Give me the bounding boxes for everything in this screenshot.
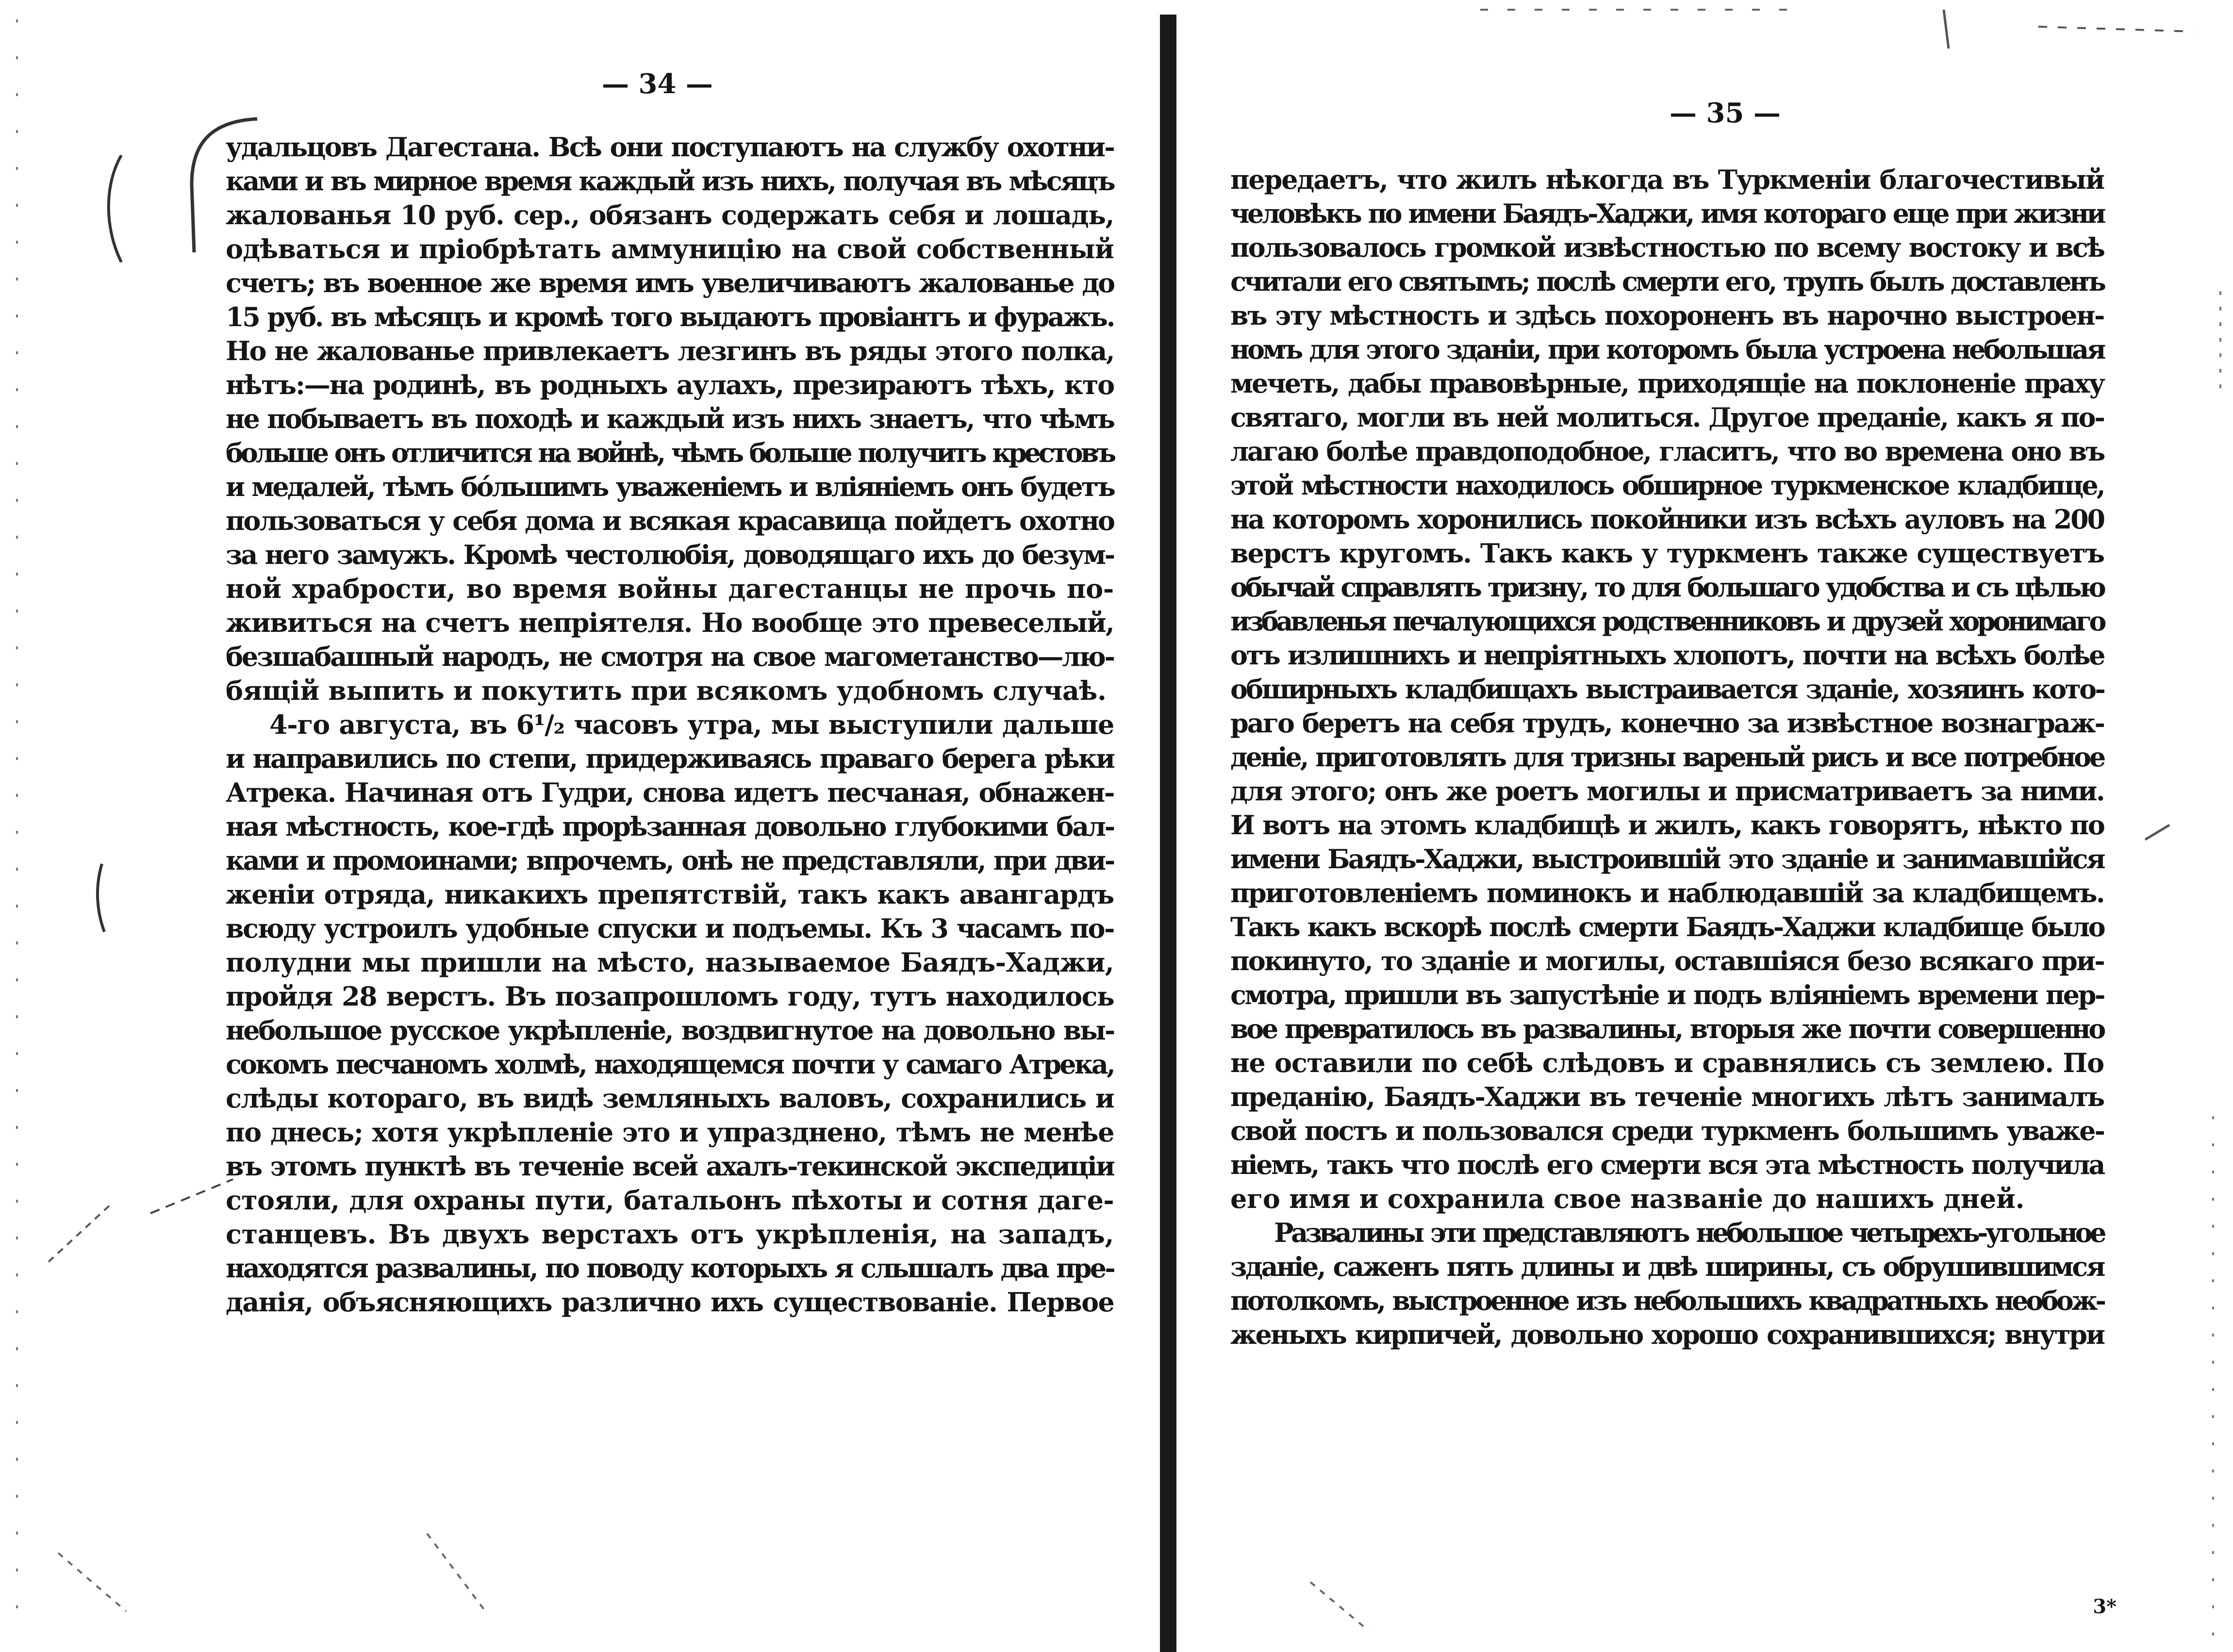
text-line: обычай справлять тризну, то для большаго удобства и съ цѣлью xyxy=(1230,572,2104,603)
text-line: находятся развалины, по поводу которыхъ я слышалъ два пре- xyxy=(226,1253,1114,1284)
text-line: женіи отряда, никакихъ препятствій, такъ какъ авангардъ xyxy=(226,879,1114,910)
text-line: и направились по степи, придерживаясь праваго берега рѣки xyxy=(226,743,1114,774)
text-line: его имя и сохранила свое названіе до нашихъ дней. xyxy=(1230,1183,2025,1214)
text-line: святаго, могли въ ней молиться. Другое преданіе, какъ я по- xyxy=(1230,402,2104,433)
text-line: потолкомъ, выстроенное изъ небольшихъ квадратныхъ необож- xyxy=(1230,1285,2104,1316)
text-line: женыхъ кирпичей, довольно хорошо сохранившихся; внутри xyxy=(1230,1319,2104,1350)
text-line: преданію, Баядъ-Хаджи въ теченіе многихъ лѣтъ занималъ xyxy=(1230,1081,2104,1112)
text-line: больше онъ отличится на войнѣ, чѣмъ больше получитъ крестовъ xyxy=(226,437,1114,468)
text-line: и медалей, тѣмъ бóльшимъ уваженіемъ и вліяніемъ онъ будетъ xyxy=(226,471,1114,502)
text-line: верстъ кругомъ. Такъ какъ у туркменъ также существуетъ xyxy=(1230,538,2104,569)
text-line: не оставили по себѣ слѣдовъ и сравнялись съ землею. По xyxy=(1230,1047,2104,1078)
text-line: 4-го августа, въ 6¹/₂ часовъ утра, мы выступили дальше xyxy=(269,709,1114,740)
text-line: ками и промоинами; впрочемъ, онѣ не представляли, при дви- xyxy=(226,845,1114,876)
text-line: слѣды котораго, въ видѣ земляныхъ валовъ, сохранились и xyxy=(226,1083,1114,1114)
text-line: пользовалось громкой извѣстностью по всему востоку и всѣ xyxy=(1230,232,2104,263)
text-line: для этого; онъ же роетъ могилы и присматриваетъ за ними. xyxy=(1230,776,2104,807)
text-line: данія, объясняющихъ различно ихъ существованіе. Первое xyxy=(226,1287,1114,1318)
text-line: небольшое русское укрѣпленіе, воздвигнутое на довольно вы- xyxy=(226,1015,1114,1046)
text-line: живиться на счетъ непріятеля. Но вообще это превеселый, xyxy=(226,607,1114,638)
page-number-right: — 35 — xyxy=(1670,97,1781,129)
text-line: деніе, приготовлять для тризны вареный рисъ и все потребное xyxy=(1230,742,2104,773)
text-line: свой постъ и пользовался среди туркменъ большимъ уваже- xyxy=(1230,1115,2104,1146)
signature-mark: 3* xyxy=(2093,1595,2117,1618)
text-line: считали его святымъ; послѣ смерти его, трупъ былъ доставленъ xyxy=(1230,266,2104,297)
text-line: Но не жалованье привлекаетъ лезгинъ въ ряды этого полка, xyxy=(226,335,1114,366)
text-line: приготовленіемъ поминокъ и наблюдавшій за кладбищемъ. xyxy=(1230,877,2104,909)
book-spine xyxy=(1160,15,1176,1652)
text-line: въ эту мѣстность и здѣсь похороненъ въ нарочно выстроен- xyxy=(1230,300,2104,331)
text-line: по днесь; хотя укрѣпленіе это и упразднено, тѣмъ не менѣе xyxy=(226,1117,1114,1148)
text-line: имени Баядъ-Хаджи, выстроившій это зданіе и занимавшійся xyxy=(1230,843,2104,875)
text-line: мечеть, дабы правовѣрные, приходящіе на поклоненіе праху xyxy=(1230,368,2104,399)
text-line: ной храбрости, во время войны дагестанцы не прочь по- xyxy=(226,573,1114,604)
text-line: человѣкъ по имени Баядъ-Хаджи, имя котораго еще при жизни xyxy=(1230,198,2104,229)
text-line: пройдя 28 верстъ. Въ позапрошломъ году, тутъ находилось xyxy=(226,981,1114,1012)
text-line: въ этомъ пунктѣ въ теченіе всей ахалъ-текинской экспедиціи xyxy=(226,1151,1114,1182)
text-line: бящій выпить и покутить при всякомъ удобномъ случаѣ. xyxy=(226,675,1107,706)
text-line: Атрека. Начиная отъ Гудри, снова идетъ песчаная, обнажен- xyxy=(226,777,1114,808)
text-line: И вотъ на этомъ кладбищѣ и жилъ, какъ говорятъ, нѣкто по xyxy=(1230,809,2104,841)
text-line: всюду устроилъ удобные спуски и подъемы. Къ 3 часамъ по- xyxy=(226,913,1114,944)
text-line: отъ излишнихъ и непріятныхъ хлопотъ, почти на всѣхъ болѣе xyxy=(1230,640,2104,671)
text-line: жалованья 10 руб. сер., обязанъ содержать себя и лошадь, xyxy=(226,199,1114,231)
text-line: номъ для этого зданіи, при которомъ была устроена небольшая xyxy=(1230,334,2104,365)
text-line: ная мѣстность, кое-гдѣ прорѣзанная довольно глубокими бал- xyxy=(226,811,1114,842)
text-line: ками и въ мирное время каждый изъ нихъ, получая въ мѣсяцъ xyxy=(226,165,1114,197)
text-line: Такъ какъ вскорѣ послѣ смерти Баядъ-Хаджи кладбище было xyxy=(1230,911,2104,942)
text-line: этой мѣстности находилось обширное туркменское кладбище, xyxy=(1230,470,2104,501)
text-line: раго беретъ на себя трудъ, конечно за извѣстное вознаграж- xyxy=(1230,708,2104,739)
text-line: передаетъ, что жилъ нѣкогда въ Туркменіи благочестивый xyxy=(1230,164,2104,195)
text-line: стояли, для охраны пути, батальонъ пѣхоты и сотня даге- xyxy=(226,1185,1114,1216)
text-line: станцевъ. Въ двухъ верстахъ отъ укрѣпленія, на западъ, xyxy=(226,1219,1114,1250)
text-line: безшабашный народъ, не смотря на свое магометанство—лю- xyxy=(226,641,1114,672)
text-line: смотра, пришли въ запустѣніе и подъ вліяніемъ времени пер- xyxy=(1230,979,2104,1010)
text-line: на которомъ хоронились покойники изъ всѣхъ ауловъ на 200 xyxy=(1230,504,2104,535)
text-line: обширныхъ кладбищахъ выстраивается зданіе, хозяинъ кото- xyxy=(1230,674,2104,705)
text-line: покинуто, то зданіе и могилы, оставшіяся безо всякаго при- xyxy=(1230,945,2104,976)
text-line: счетъ; въ военное же время имъ увеличиваютъ жалованье до xyxy=(226,267,1114,298)
text-line: Развалины эти представляютъ небольшое четырехъ-угольное xyxy=(1274,1217,2104,1248)
text-line: вое превратилось въ развалины, вторыя же почти совершенно xyxy=(1230,1013,2104,1044)
text-line: одѣваться и пріобрѣтать аммуницію на свой собственный xyxy=(226,233,1114,264)
text-line: за него замужъ. Кромѣ честолюбія, доводящаго ихъ до безум- xyxy=(226,539,1114,570)
page-number-left: — 34 — xyxy=(602,68,713,100)
text-line: зданіе, саженъ пять длины и двѣ ширины, съ обрушившимся xyxy=(1230,1251,2104,1282)
text-line: полудни мы пришли на мѣсто, называемое Баядъ-Хаджи, xyxy=(226,947,1114,978)
left-page-text xyxy=(226,130,1114,1319)
text-line: не побываетъ въ походѣ и каждый изъ нихъ знаетъ, что чѣмъ xyxy=(226,403,1114,434)
text-line: ніемъ, такъ что послѣ его смерти вся эта мѣстность получила xyxy=(1230,1149,2104,1180)
text-line: сокомъ песчаномъ холмѣ, находящемся почти у самаго Атрека, xyxy=(226,1049,1114,1080)
right-page xyxy=(1174,0,2233,1652)
text-line: лагаю болѣе правдоподобное, гласитъ, что во времена оно въ xyxy=(1230,436,2104,467)
right-page-text xyxy=(1230,163,2104,1352)
text-line: пользоваться у себя дома и всякая красавица пойдетъ охотно xyxy=(226,505,1114,536)
text-line: удальцовъ Дагестана. Всѣ они поступаютъ на службу охотни- xyxy=(226,132,1114,163)
text-line: нѣтъ:—на родинѣ, въ родныхъ аулахъ, презираютъ тѣхъ, кто xyxy=(226,369,1114,400)
text-line: 15 руб. въ мѣсяцъ и кромѣ того выдаютъ провіантъ и фуражъ. xyxy=(226,301,1114,332)
text-line: избавленья печалующихся родственниковъ и друзей хоронимаго xyxy=(1230,606,2104,637)
